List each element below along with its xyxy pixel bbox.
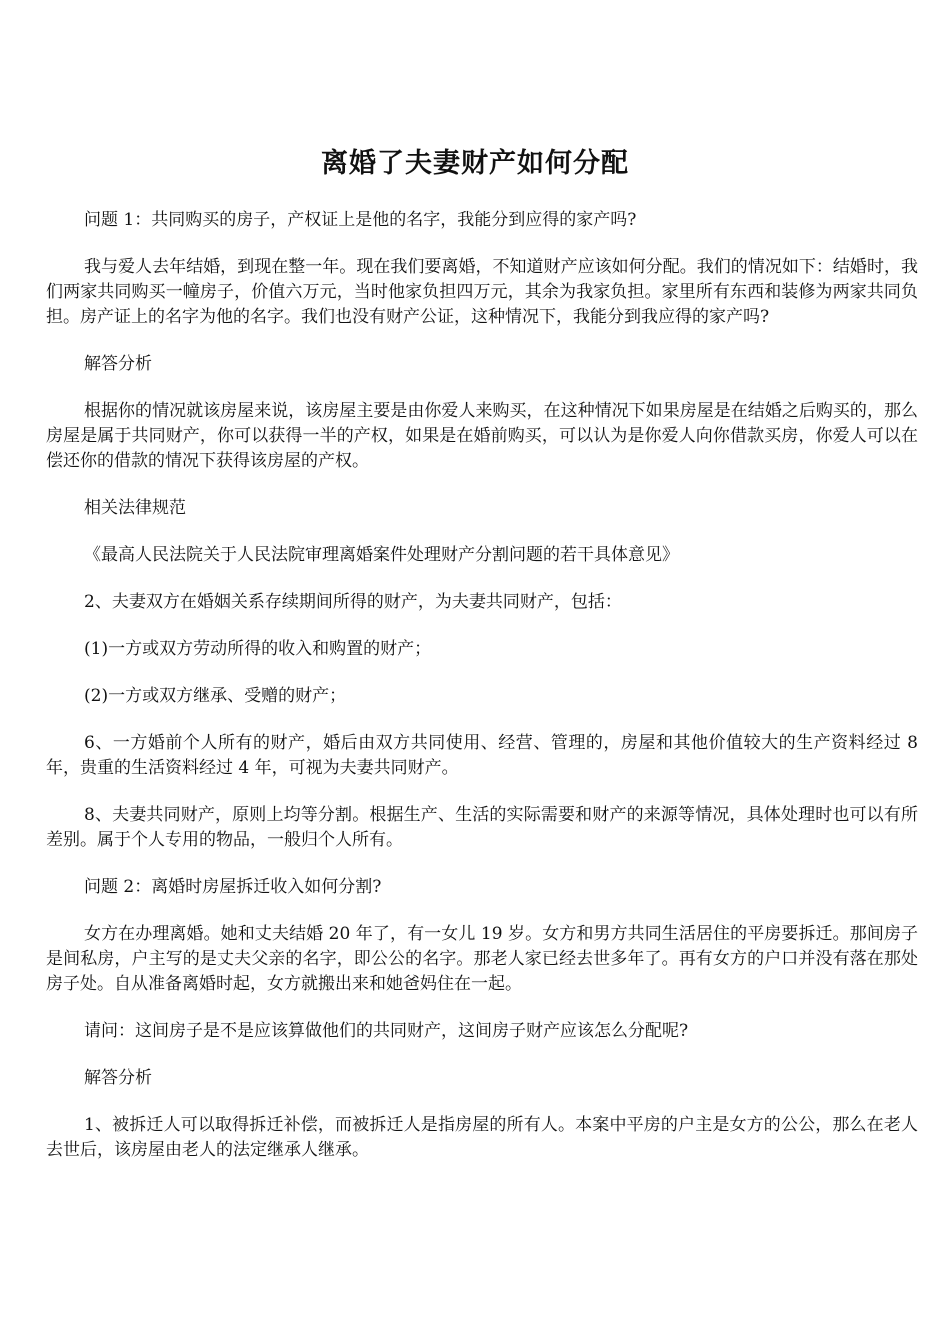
paragraph-question-2-details: 女方在办理离婚。她和丈夫结婚 20 年了，有一女儿 19 岁。女方和男方共同生活居住的平房要拆迁。那间房子是间私房，户主写的是丈夫父亲的名字，即公公的名字。那老人家已经去世多年了。再有女方的户口并没有落在那处房子处。自从准备离婚时起，女方就搬出来和她爸妈住在一起。 <box>46 924 918 994</box>
paragraph-analysis-heading-2: 解答分析 <box>84 1068 152 1088</box>
paragraph-law-item-2: 2、夫妻双方在婚姻关系存续期间所得的财产，为夫妻共同财产，包括： <box>84 592 622 612</box>
paragraph-law-heading: 相关法律规范 <box>84 498 186 518</box>
paragraph-law-title: 《最高人民法院关于人民法院审理离婚案件处理财产分割问题的若干具体意见》 <box>84 545 679 565</box>
document-title: 离婚了夫妻财产如何分配 <box>321 148 629 179</box>
paragraph-question-1: 问题 1：共同购买的房子，产权证上是他的名字，我能分到应得的家产吗? <box>84 210 637 230</box>
paragraph-question-2: 问题 2：离婚时房屋拆迁收入如何分割? <box>84 877 382 897</box>
paragraph-analysis-1: 根据你的情况就该房屋来说，该房屋主要是由你爱人来购买，在这种情况下如果房屋是在结婚之后购买的，那么房屋是属于共同财产，你可以获得一半的产权，如果是在婚前购买，可以认为是你爱人向你借款买房，你爱人可以在偿还你的借款的情况下获得该房屋的产权。 <box>46 401 918 471</box>
paragraph-law-item-8: 8、夫妻共同财产，原则上均等分割。根据生产、生活的实际需要和财产的来源等情况，具体处理时也可以有所差别。属于个人专用的物品，一般归个人所有。 <box>46 805 918 850</box>
document-body <box>46 208 918 1185</box>
paragraph-law-item-2-2: (2)一方或双方继承、受赠的财产； <box>84 686 347 706</box>
paragraph-law-item-2-1: (1)一方或双方劳动所得的收入和购置的财产； <box>84 639 432 659</box>
paragraph-question-2-ask: 请问：这间房子是不是应该算做他们的共同财产，这间房子财产应该怎么分配呢? <box>84 1021 689 1041</box>
paragraph-question-1-details: 我与爱人去年结婚，到现在整一年。现在我们要离婚，不知道财产应该如何分配。我们的情况如下：结婚时，我们两家共同购买一幢房子，价值六万元，当时他家负担四万元，其余为我家负担。家里所有东西和装修为两家共同负担。房产证上的名字为他的名字。我们也没有财产公证，这种情况下，我能分到我应得的家产吗? <box>46 257 918 327</box>
paragraph-analysis-heading-1: 解答分析 <box>84 354 152 374</box>
paragraph-law-item-6: 6、一方婚前个人所有的财产，婚后由双方共同使用、经营、管理的，房屋和其他价值较大的生产资料经过 8 年，贵重的生活资料经过 4 年，可视为夫妻共同财产。 <box>46 733 918 778</box>
paragraph-analysis-2-item-1: 1、被拆迁人可以取得拆迁补偿，而被拆迁人是指房屋的所有人。本案中平房的户主是女方的公公，那么在老人去世后，该房屋由老人的法定继承人继承。 <box>46 1115 918 1160</box>
